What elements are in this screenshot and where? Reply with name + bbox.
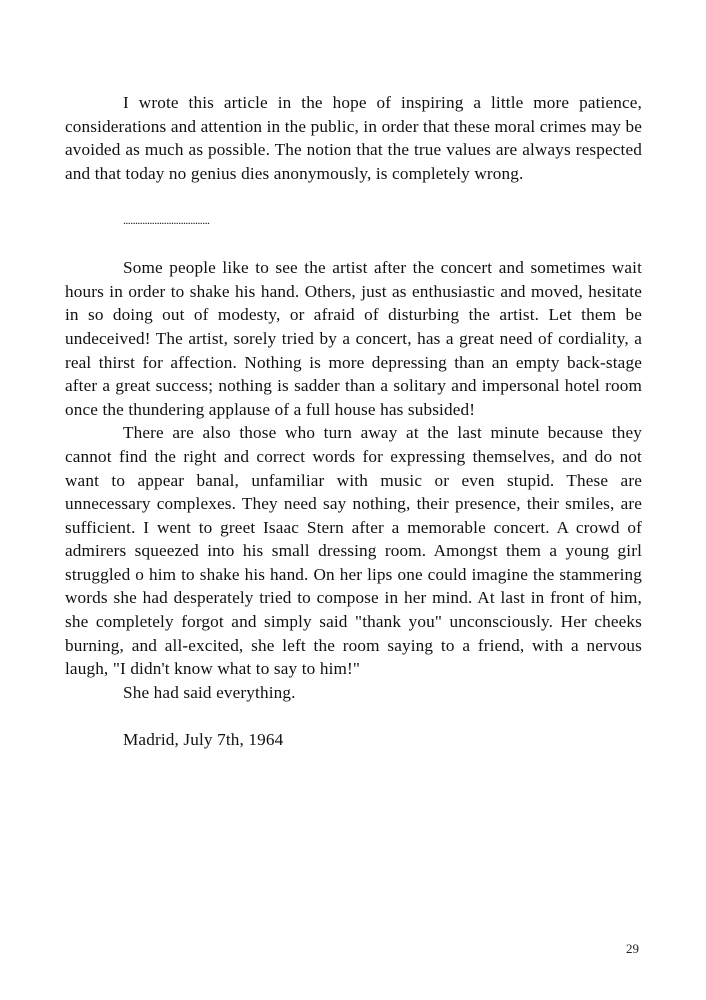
spacer: [65, 704, 642, 728]
paragraph-intro: I wrote this article in the hope of inspiring a little more patience, considerations and attention in the public, in order that these moral crimes may be avoided as much as possible. The notion that the true values are always respected and that today no genius dies anonymously, is completely wrong.: [65, 93, 642, 183]
paragraph-isaac-stern: There are also those who turn away at the last minute because they cannot find the right and correct words for expressing themselves, and do not want to appear banal, unfamiliar with music or even stupid. These are unnecessary complexes. They need say nothing, their presence, their smiles, are sufficient. I went to greet Isaac Stern after a memorable concert. A crowd of admirers squeezed into his small dressing room. Amongst them a young girl struggled o him to shake his hand. On her lips one could imagine the stammering words she had desperately tried to compose in her mind. At last in front of him, she completely forgot and simply said "thank you" unconsciously. Her cheeks burning, and all-excited, she left the room saying to a friend, with a nervous laugh, "I didn't know what to say to him!": [65, 423, 642, 679]
paragraph-conclusion: She had said everything.: [123, 682, 296, 702]
signature-place-date: Madrid, July 7th, 1964: [123, 730, 284, 750]
spacer: [65, 185, 642, 209]
section-separator: ....................................: [123, 212, 210, 227]
document-page: [65, 91, 642, 752]
spacer: [65, 233, 642, 257]
page-number: 29: [626, 941, 639, 956]
paragraph-artist-after-concert: Some people like to see the artist after the concert and sometimes wait hours in order to shake his hand. Others, just as enthusiastic and moved, hesitate in so doing out of modesty, or afraid of disturbing the artist. Let them be undeceived! The artist, sorely tried by a concert, has a great need of cordiality, a real thirst for affection. Nothing is more depressing than an empty back-stage after a great success; nothing is sadder than a solitary and impersonal hotel room once the thundering applause of a full house has subsided!: [65, 258, 642, 419]
